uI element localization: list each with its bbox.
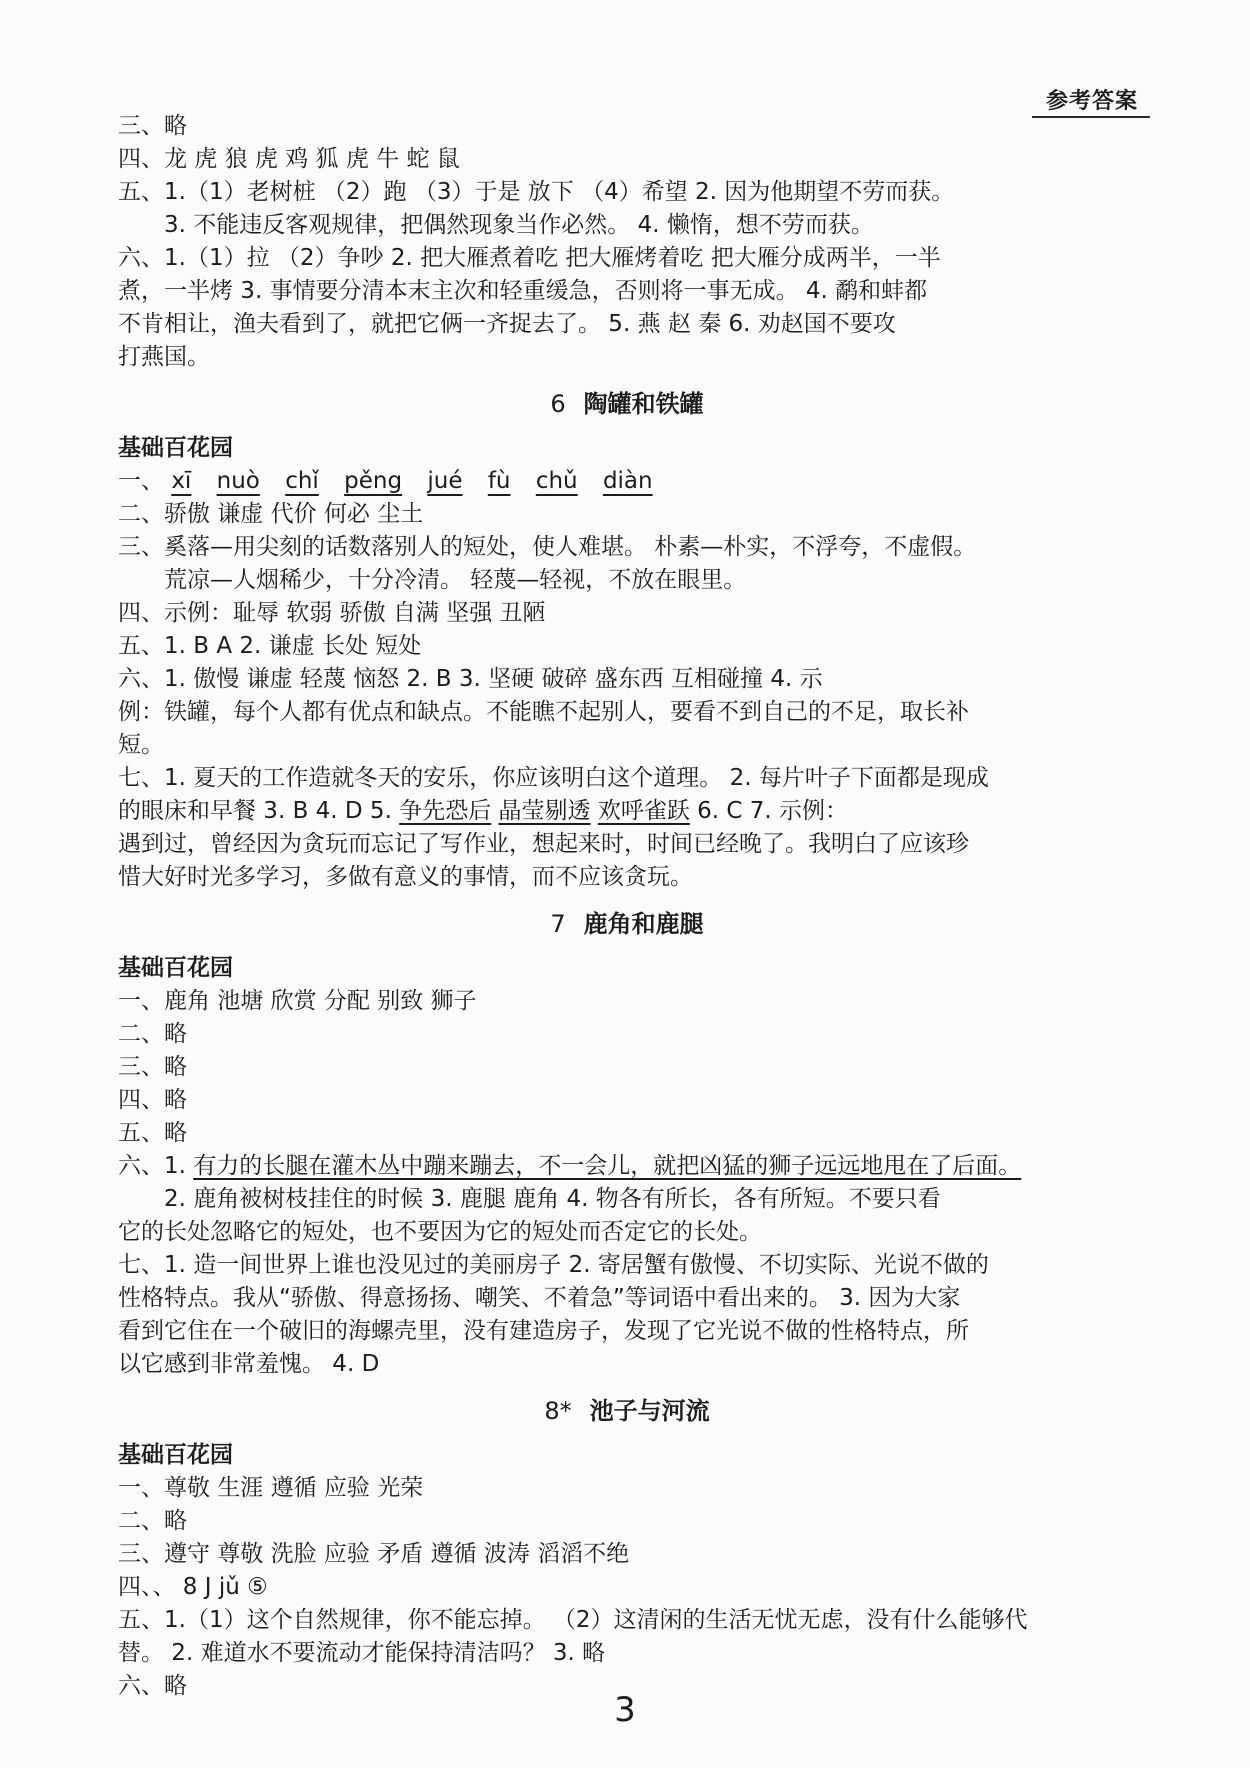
answer-line: 一、尊敬 生涯 遵循 应验 光荣 [118, 1475, 424, 1501]
answer-line: 以它感到非常羞愧。 4. D [118, 1351, 380, 1377]
pinyin-answer: pěng [344, 468, 403, 494]
answer-line: 二、骄傲 谦虚 代价 何必 尘土 [118, 501, 424, 527]
underlined-answer: 欢呼雀跃 [597, 798, 690, 824]
answer-line: 遇到过，曾经因为贪玩而忘记了写作业，想起来时，时间已经晚了。我明白了应该珍 [118, 831, 969, 857]
answer-line: 煮，一半烤 3. 事情要分清本末主次和轻重缓急，否则将一事无成。 4. 鹬和蚌都 [118, 278, 928, 304]
answer-line: 五、1.（1）老树桩 （2）跑 （3）于是 放下 （4）希望 2. 因为他期望不劳而获。 [118, 179, 955, 205]
pinyin-answer: diàn [602, 468, 653, 494]
answer-line: 四、略 [118, 1087, 187, 1113]
section-title [118, 904, 1136, 944]
subsection-title: 基础百花园 [118, 955, 233, 981]
answer-line: 四、龙 虎 狼 虎 鸡 狐 虎 牛 蛇 鼠 [118, 146, 460, 172]
answer-line: 六、1.（1）拉 （2）争吵 2. 把大雁煮着吃 把大雁烤着吃 把大雁分成两半，一半 [118, 245, 941, 271]
section-number: 8* [544, 1397, 572, 1425]
answer-line: 性格特点。我从“骄傲、得意扬扬、嘲笑、不着急”等词语中看出来的。 3. 因为大家 [118, 1285, 961, 1311]
pinyin-answer: nuò [216, 468, 260, 494]
underlined-answer: 有力的长腿在灌木丛中蹦来蹦去，不一会儿，就把凶猛的狮子远远地甩在了后面。 [193, 1153, 1022, 1179]
underlined-answer: 晶莹剔透 [498, 798, 591, 824]
section-number: 6 [550, 390, 566, 418]
text-run: 6. C 7. 示例： [689, 798, 849, 824]
answer-line: 三、奚落—用尖刻的话数落别人的短处，使人难堪。 朴素—朴实，不浮夸，不虚假。 [118, 534, 977, 560]
answer-line: 替。 2. 难道水不要流动才能保持清洁吗？ 3. 略 [118, 1640, 606, 1666]
header-label: 参考答案 [1045, 89, 1138, 114]
answer-line: 二、略 [118, 1021, 187, 1047]
page-number: 3 [614, 1690, 636, 1730]
answer-line: 短。 [118, 732, 164, 758]
answer-line: 五、略 [118, 1120, 187, 1146]
section-title [118, 1391, 1136, 1431]
answer-line: 七、1. 造一间世界上谁也没见过的美丽房子 2. 寄居蟹有傲慢、不切实际、光说不做的 [118, 1252, 989, 1278]
answer-line [118, 795, 1136, 828]
answer-line: 它的长处忽略它的短处，也不要因为它的短处而否定它的长处。 [118, 1219, 762, 1245]
answer-line: 四、示例：耻辱 软弱 骄傲 自满 坚强 丑陋 [118, 600, 546, 626]
answer-line: 三、略 [118, 1054, 187, 1080]
section-number: 7 [550, 910, 566, 938]
underlined-answer: 争先恐后 [399, 798, 492, 824]
answer-line: 2. 鹿角被树枝挂住的时候 3. 鹿腿 鹿角 4. 物各有所长，各有所短。不要只看 [164, 1186, 941, 1212]
answer-line: 看到它住在一个破旧的海螺壳里，没有建造房子，发现了它光说不做的性格特点，所 [118, 1318, 969, 1344]
answer-line: 二、略 [118, 1508, 187, 1534]
answer-line: 一、鹿角 池塘 欣赏 分配 别致 狮子 [118, 988, 477, 1014]
pinyin-answer: xī [171, 468, 192, 494]
answer-line: 五、1.（1）这个自然规律，你不能忘掉。 （2）这清闲的生活无忧无虑，没有什么能够代 [118, 1607, 1028, 1633]
answer-line: 六、略 [118, 1673, 187, 1699]
text-run: 的眼床和早餐 3. B 4. D 5. [118, 798, 400, 824]
pinyin-answer: fù [487, 468, 511, 494]
item-prefix: 一、 [118, 468, 164, 494]
answer-line: 3. 不能违反客观规律，把偶然现象当作必然。 4. 懒惰，想不劳而获。 [164, 212, 874, 238]
section-title-text: 池子与河流 [589, 1397, 710, 1425]
section-title-text: 鹿角和鹿腿 [583, 910, 704, 938]
content [118, 110, 1136, 1703]
answer-line: 例：铁罐，每个人都有优点和缺点。不能瞧不起别人，要看不到自己的不足，取长补 [118, 699, 969, 725]
section-title-text: 陶罐和铁罐 [583, 390, 704, 418]
subsection-title: 基础百花园 [118, 1442, 233, 1468]
answer-line: 七、1. 夏天的工作造就冬天的安乐，你应该明白这个道理。 2. 每片叶子下面都是现成 [118, 765, 989, 791]
answer-line: 荒凉—人烟稀少，十分冷清。 轻蔑—轻视，不放在眼里。 [164, 567, 747, 593]
answer-line: 惜大好时光多学习，多做有意义的事情，而不应该贪玩。 [118, 864, 693, 890]
text-run: 六、1. [118, 1153, 194, 1179]
answer-line: 四、、 8 J jǔ ⑤ [118, 1574, 268, 1600]
subsection-title: 基础百花园 [118, 435, 233, 461]
pinyin-answer: chǐ [285, 468, 319, 494]
answer-line: 三、略 [118, 113, 187, 139]
answer-line [118, 1150, 1136, 1183]
pinyin-answer: chǔ [535, 468, 578, 494]
answer-line: 六、1. 傲慢 谦虚 轻蔑 恼怒 2. B 3. 坚硬 破碎 盛东西 互相碰撞 4. 示 [118, 666, 823, 692]
answer-line: 不肯相让，渔夫看到了，就把它俩一齐捉去了。 5. 燕 赵 秦 6. 劝赵国不要攻 [118, 311, 896, 337]
answer-line: 五、1. B A 2. 谦虚 长处 短处 [118, 633, 422, 659]
section-title [118, 384, 1136, 424]
answer-line: 打燕国。 [118, 344, 210, 370]
pinyin-answer: jué [427, 468, 463, 494]
pinyin-row [118, 465, 1136, 498]
answer-line: 三、遵守 尊敬 洗脸 应验 矛盾 遵循 波涛 滔滔不绝 [118, 1541, 630, 1567]
